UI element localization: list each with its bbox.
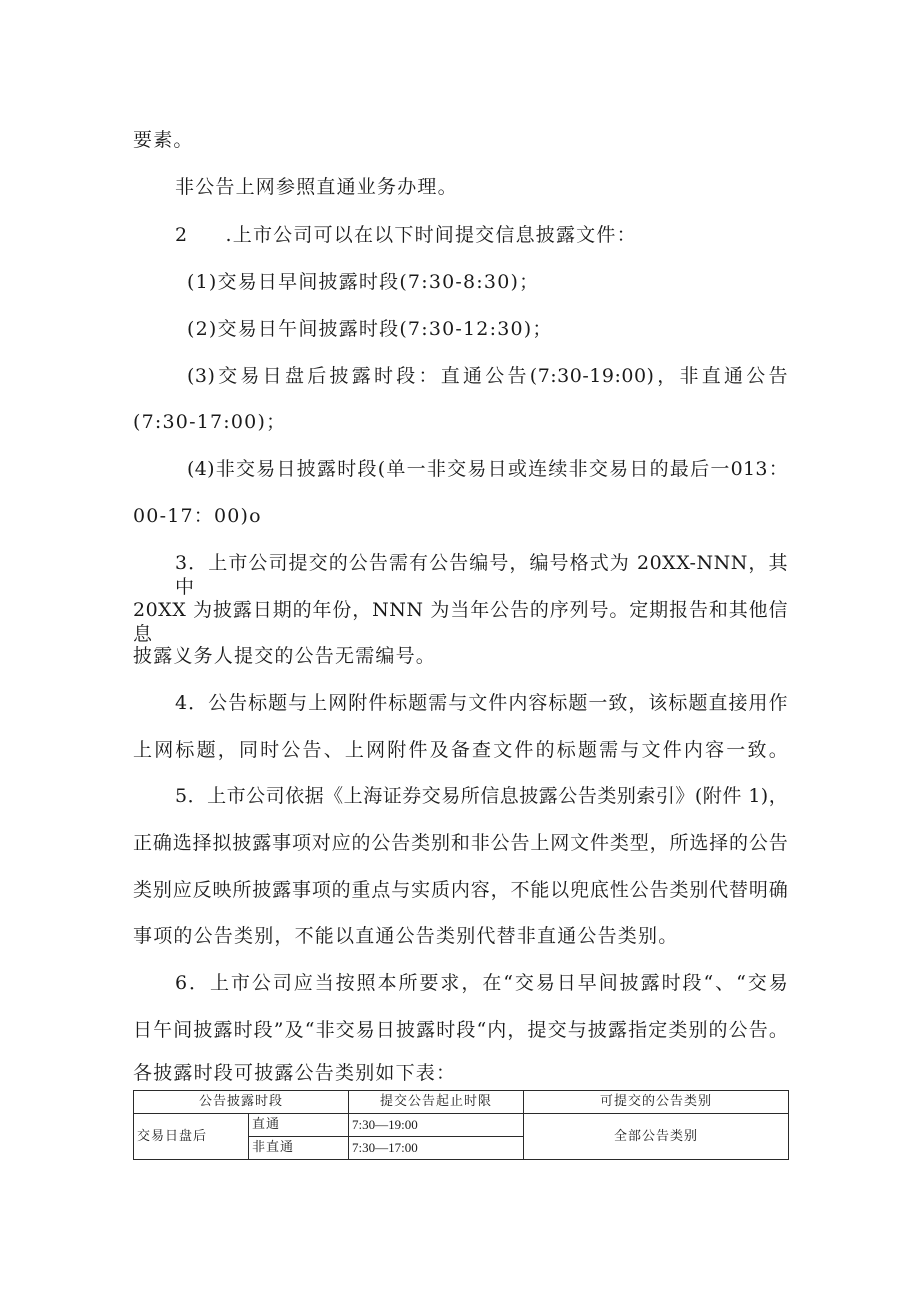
- list-text: .上市公司可以在以下时间提交信息披露文件：: [225, 224, 637, 246]
- table-header-row: [134, 1091, 789, 1114]
- paragraph-line: (4)非交易日披露时段(单一非交易日或连续非交易日的最后一013：: [187, 458, 788, 480]
- paragraph-line: 上网标题，同时公告、上网附件及备查文件的标题需与文件内容一致。: [133, 739, 788, 761]
- table-cell: 直通: [249, 1114, 349, 1137]
- table-row: [134, 1114, 789, 1137]
- table-header-cell: 可提交的公告类别: [524, 1091, 789, 1114]
- paragraph-line: 非公告上网参照直通业务办理。: [175, 176, 458, 198]
- paragraph-line: 00-17：00)o: [133, 505, 262, 527]
- page-bottom-blank: [0, 1165, 920, 1301]
- table-cell: 非直通: [249, 1137, 349, 1160]
- paragraph-line: (7:30-17:00)；: [133, 411, 287, 433]
- paragraph-line: [175, 223, 637, 247]
- paragraph-line: 要素。: [133, 129, 194, 151]
- paragraph-line: (2)交易日午间披露时段(7:30-12:30)；: [187, 318, 553, 340]
- list-number: 2: [175, 224, 189, 246]
- table-cell: 7:30—17:00: [349, 1137, 524, 1160]
- table-group-cell: 交易日盘后: [134, 1114, 249, 1160]
- table-header-cell: 提交公告起止时限: [349, 1091, 524, 1114]
- paragraph-line: 事项的公告类别，不能以直通公告类别代替非直通公告类别。: [133, 925, 679, 947]
- paragraph-line: (3)交易日盘后披露时段：直通公告(7:30-19:00)，非直通公告: [187, 365, 788, 387]
- paragraph-line: 5．上市公司依据《上海证券交易所信息披露公告类别索引》(附件 1)，: [175, 785, 788, 807]
- paragraph-line: 披露义务人提交的公告无需编号。: [133, 645, 437, 667]
- paragraph-line: 3．上市公司提交的公告需有公告编号，编号格式为 20XX-NNN，其中: [175, 552, 788, 598]
- paragraph-line: (1)交易日早间披露时段(7:30-8:30)；: [187, 271, 540, 293]
- paragraph-line: 日午间披露时段”及“非交易日披露时段“内，提交与披露指定类别的公告。: [133, 1019, 788, 1041]
- paragraph-line: 各披露时段可披露公告类别如下表：: [133, 1062, 457, 1084]
- table-cell: 7:30—19:00: [349, 1114, 524, 1137]
- paragraph-line: 正确选择拟披露事项对应的公告类别和非公告上网文件类型，所选择的公告: [133, 832, 788, 854]
- table-header-cell: 公告披露时段: [134, 1091, 349, 1114]
- disclosure-period-table: [133, 1090, 789, 1160]
- table-category-cell: 全部公告类别: [524, 1114, 789, 1160]
- paragraph-line: 20XX 为披露日期的年份，NNN 为当年公告的序列号。定期报告和其他信息: [133, 599, 788, 645]
- paragraph-line: 类别应反映所披露事项的重点与实质内容，不能以兜底性公告类别代替明确: [133, 879, 788, 901]
- paragraph-line: 4．公告标题与上网附件标题需与文件内容标题一致，该标题直接用作: [175, 692, 788, 714]
- paragraph-line: 6．上市公司应当按照本所要求，在“交易日早间披露时段“、“交易: [175, 972, 788, 994]
